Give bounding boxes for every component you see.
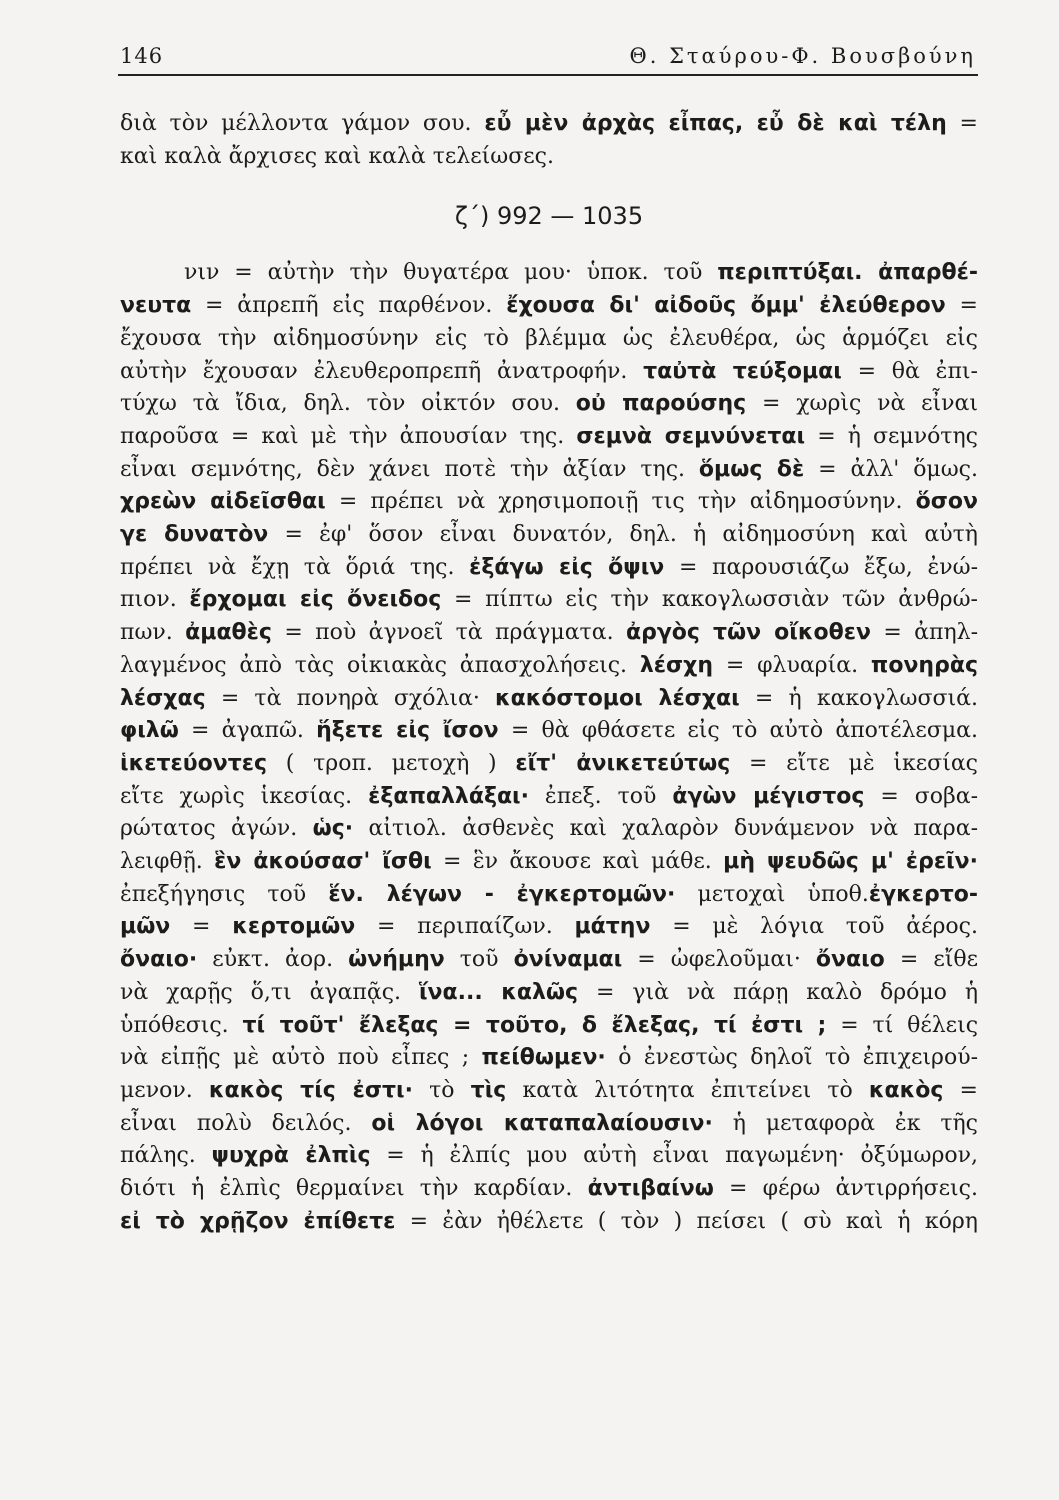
text-line [120,748,978,781]
headword: ἥξετε εἰς ἴσον [316,718,499,744]
gloss: εἶναι πολὺ δειλός. [120,1110,372,1136]
gloss: = ἀπηλ- [870,620,978,646]
headword: λέσχη [639,652,714,678]
text-line [120,421,978,454]
headword: ἀντιβαίνω [587,1176,714,1202]
headword: τὶς [470,1077,507,1103]
gloss: πων. [120,620,186,646]
headword: εὖ μὲν ἀρχὰς εἶπας, εὖ δὲ καὶ τέλη [484,111,947,136]
page-body [120,108,978,1239]
gloss: εὐκτ. ἀορ. [197,947,349,973]
gloss: = γιὰ νὰ πάρῃ καλὸ δρόμο ἡ [578,979,979,1005]
headword: πονηρὰς [870,652,978,678]
text-line [120,141,978,174]
section-heading: ζ΄) 992 — 1035 [454,202,644,231]
text-line [120,813,978,846]
headword: λέσχας [120,685,206,711]
gloss: πρέπει νὰ ἔχῃ τὰ ὅριά της. [120,554,470,580]
gloss: = ὠφελοῦμαι· [622,947,816,973]
gloss: = ἓν ἄκουσε καὶ μάθε. [431,849,724,875]
gloss: = θὰ ἐπι- [841,358,978,384]
headword: περιπτύξαι. ἀπαρθέ- [717,260,978,286]
text-line [120,977,978,1010]
headword: ἐγκερτο- [868,881,979,907]
headword: κακὸς [868,1077,944,1103]
headword: ἀργὸς τῶν οἴκοθεν [625,620,871,646]
text-line [120,1042,978,1075]
gloss: τὸ [412,1077,471,1103]
headword: οὐ παρούσης [575,391,747,417]
text-line [120,1108,978,1141]
gloss: = ἡ κακογλωσσιά. [739,685,978,711]
text-line [120,683,978,716]
gloss: = θὰ φθάσετε εἰς τὸ αὐτὸ ἀποτέλεσμα. [498,718,978,744]
gloss: ( τροπ. μετοχὴ ) [267,750,516,776]
gloss: καὶ καλὰ ἄρχισες καὶ καλὰ τελείωσες. [120,143,554,169]
text-line [120,1075,978,1108]
text-line [120,1010,978,1043]
headword: εἴτ' ἀνικετεύτως [515,750,731,776]
text-line [120,650,978,683]
gloss: = σοβα- [864,783,979,809]
text-line [120,911,978,944]
gloss: ἐπεξ. τοῦ [528,783,673,809]
gloss: = [946,111,978,136]
gloss: διὰ τὸν μέλλοντα γάμον σου. [120,111,485,136]
gloss: = αὐτὴν τὴν θυγατέρα μου· ὑποκ. τοῦ [219,260,718,286]
gloss: λειφθῇ. [120,849,215,875]
text-line [120,879,978,912]
gloss: = πρέπει νὰ χρησιμοποιῇ τις τὴν αἰδημοσύνην. [325,489,916,515]
text-line [120,486,978,519]
headword: ἱκετεύοντες [120,750,268,776]
text-line [120,257,978,290]
headword: μῶν [120,914,171,940]
text-line [120,617,978,650]
headword: ὀνίναμαι [513,947,623,973]
gloss: νὰ χαρῇς ὅ,τι ἀγαπᾷς. [120,979,419,1005]
text-line [120,781,978,814]
headword: ψυχρὰ ἐλπὶς [211,1143,371,1169]
headword: ὄναιο· [120,947,198,973]
headword: κακόστομοι λέσχαι [495,685,740,711]
page-header [118,38,978,76]
gloss: = χωρὶς νὰ εἶναι [746,391,978,417]
text-line [120,1173,978,1206]
gloss: = περιπαίζων. [355,914,575,940]
headword: ἔχουσα δι' αἰδοῦς ὄμμ' ἐλεύθερον [506,293,946,319]
gloss: = ἀλλ' ὅμως. [804,456,978,482]
gloss: εἶναι σεμνότης, δὲν χάνει ποτὲ τὴν ἀξίαν της. [120,456,699,482]
headword: μὴ ψευδῶς μ' ἐρεῖν· [723,849,978,875]
gloss: = ἐφ' ὅσον εἶναι δυνατόν, δηλ. ἡ αἰδημοσύνη καὶ αὐτὴ [268,522,978,548]
text-line [120,290,978,323]
gloss: = ἐὰν ἠθέλετε ( τὸν ) πείσει ( σὺ καὶ ἡ κόρη [395,1208,978,1234]
gloss: τύχω τὰ ἴδια, δηλ. τὸν οἰκτόν σου. [120,391,576,417]
gloss: = [945,293,978,319]
headword: κακὸς τίς ἐστι· [208,1077,413,1103]
gloss: αὐτὴν ἔχουσαν ἐλευθεροπρεπῆ ἀνατροφήν. [120,358,644,384]
text-line [120,356,978,389]
gloss: = παρουσιάζω ἔξω, ἐνώ- [664,554,979,580]
gloss: = [170,914,233,940]
gloss: = τὰ πονηρὰ σχόλια· [205,685,496,711]
headword: φιλῶ [120,718,179,744]
text-line [120,846,978,879]
headword: ἀγὼν μέγιστος [672,783,865,809]
page-number: 146 [120,44,164,68]
text-line [120,715,978,748]
headword: σεμνὰ σεμνύνεται [576,423,806,449]
text-line [120,519,978,552]
gloss: τοῦ [444,947,514,973]
headword: ἀμαθὲς [185,620,272,646]
headword: ἵνα... καλῶς [418,979,579,1005]
gloss: μενον. [120,1077,209,1103]
gloss: = εἴτε μὲ ἱκεσίας [730,750,978,776]
gloss: = φλυαρία. [713,652,871,678]
headword: τί τοῦτ' ἔλεξας = τοῦτο, δ ἔλεξας, τί ἐστι ; [242,1012,827,1038]
gloss: = τί θέλεις [826,1012,979,1038]
gloss: αἰτιολ. ἀσθενὲς καὶ χαλαρὸν δυνάμενον νὰ παρα- [353,816,978,842]
headword: ἔρχομαι εἰς ὄνειδος [189,587,442,613]
gloss: πάλης. [120,1143,212,1169]
text-line [120,944,978,977]
gloss: = ἡ σεμνότης [805,423,978,449]
gloss: λαγμένος ἀπὸ τὰς οἰκιακὰς ἀπασχολήσεις. [120,652,640,678]
gloss: = πίπτω εἰς τὴν κακογλωσσιὰν τῶν ἀνθρώ- [441,587,978,613]
gloss: παροῦσα = καὶ μὲ τὴν ἀπουσίαν της. [120,423,577,449]
headword: οἱ λόγοι καταπαλαίουσιν· [371,1110,713,1136]
gloss: ρώτατος ἀγών. [120,816,313,842]
gloss: = ποὺ ἀγνοεῖ τὰ πράγματα. [271,620,626,646]
headword: ἕν. λέγων - ἐγκερτομῶν· [328,881,676,907]
gloss: = ἀγαπῶ. [178,718,317,744]
headword: γε δυνατὸν [120,522,269,548]
headword: κερτομῶν [232,914,356,940]
gloss: = ἡ ἐλπίς μου αὐτὴ εἶναι παγωμένη· ὀξύμωρον, [370,1143,979,1169]
headword: μάτην [574,914,651,940]
headword: ἐξάγω εἰς ὄψιν [469,554,665,580]
gloss: νιν [184,260,220,286]
gloss: = μὲ λόγια τοῦ ἀέρος. [650,914,978,940]
gloss: μετοχαὶ ὑποθ. [675,881,869,907]
gloss: = [943,1077,978,1103]
gloss: = φέρω ἀντιρρήσεις. [713,1176,978,1202]
headword: ὡς· [312,816,354,842]
gloss: ἐπεξήγησις τοῦ [120,881,329,907]
headword: ὄναιο [815,947,885,973]
text-line [120,108,978,141]
text-line [120,584,978,617]
gloss: εἴτε χωρὶς ἱκεσίας. [120,783,369,809]
gloss: ὁ ἐνεστὼς δηλοῖ τὸ ἐπιχειρού- [605,1045,979,1071]
headword: ὠνήμην [348,947,445,973]
gloss: ἔχουσα τὴν αἰδημοσύνην εἰς τὸ βλέμμα ὡς ἐλευθέρα, ὡς ἁρμόζει εἰς [120,325,978,351]
text-line [120,1206,978,1239]
headword: χρεὼν αἰδεῖσθαι [120,489,326,515]
headword: νευτα [120,293,192,319]
gloss: κατὰ λιτότητα ἐπιτείνει τὸ [506,1077,869,1103]
text-line [120,323,978,356]
headword: ἐξαπαλλάξαι· [368,783,529,809]
running-title: Θ. Σταύρου-Φ. Βουσβούνη [629,44,976,68]
gloss: = ἀπρεπῆ εἰς παρθένον. [191,293,507,319]
headword: ὅσον [915,489,978,515]
gloss: ὑπόθεσις. [120,1012,243,1038]
gloss: ἡ μεταφορὰ ἐκ τῆς [712,1110,979,1136]
text-line [120,388,978,421]
text-line [120,552,978,585]
gloss: πιον. [120,587,190,613]
headword: ὅμως δὲ [698,456,805,482]
headword: ἓν ἀκούσασ' ἴσθι [214,849,432,875]
gloss: = εἴθε [884,947,978,973]
gloss: διότι ἡ ἐλπὶς θερμαίνει τὴν καρδίαν. [120,1176,588,1202]
text-line [120,1140,978,1173]
headword: εἰ τὸ χρῇζον ἐπίθετε [120,1208,396,1234]
headword: πείθωμεν· [481,1045,606,1071]
gloss: νὰ εἰπῇς μὲ αὐτὸ ποὺ εἶπες ; [120,1045,482,1071]
headword: ταὐτὰ τεύξομαι [643,358,842,384]
text-line [120,454,978,487]
